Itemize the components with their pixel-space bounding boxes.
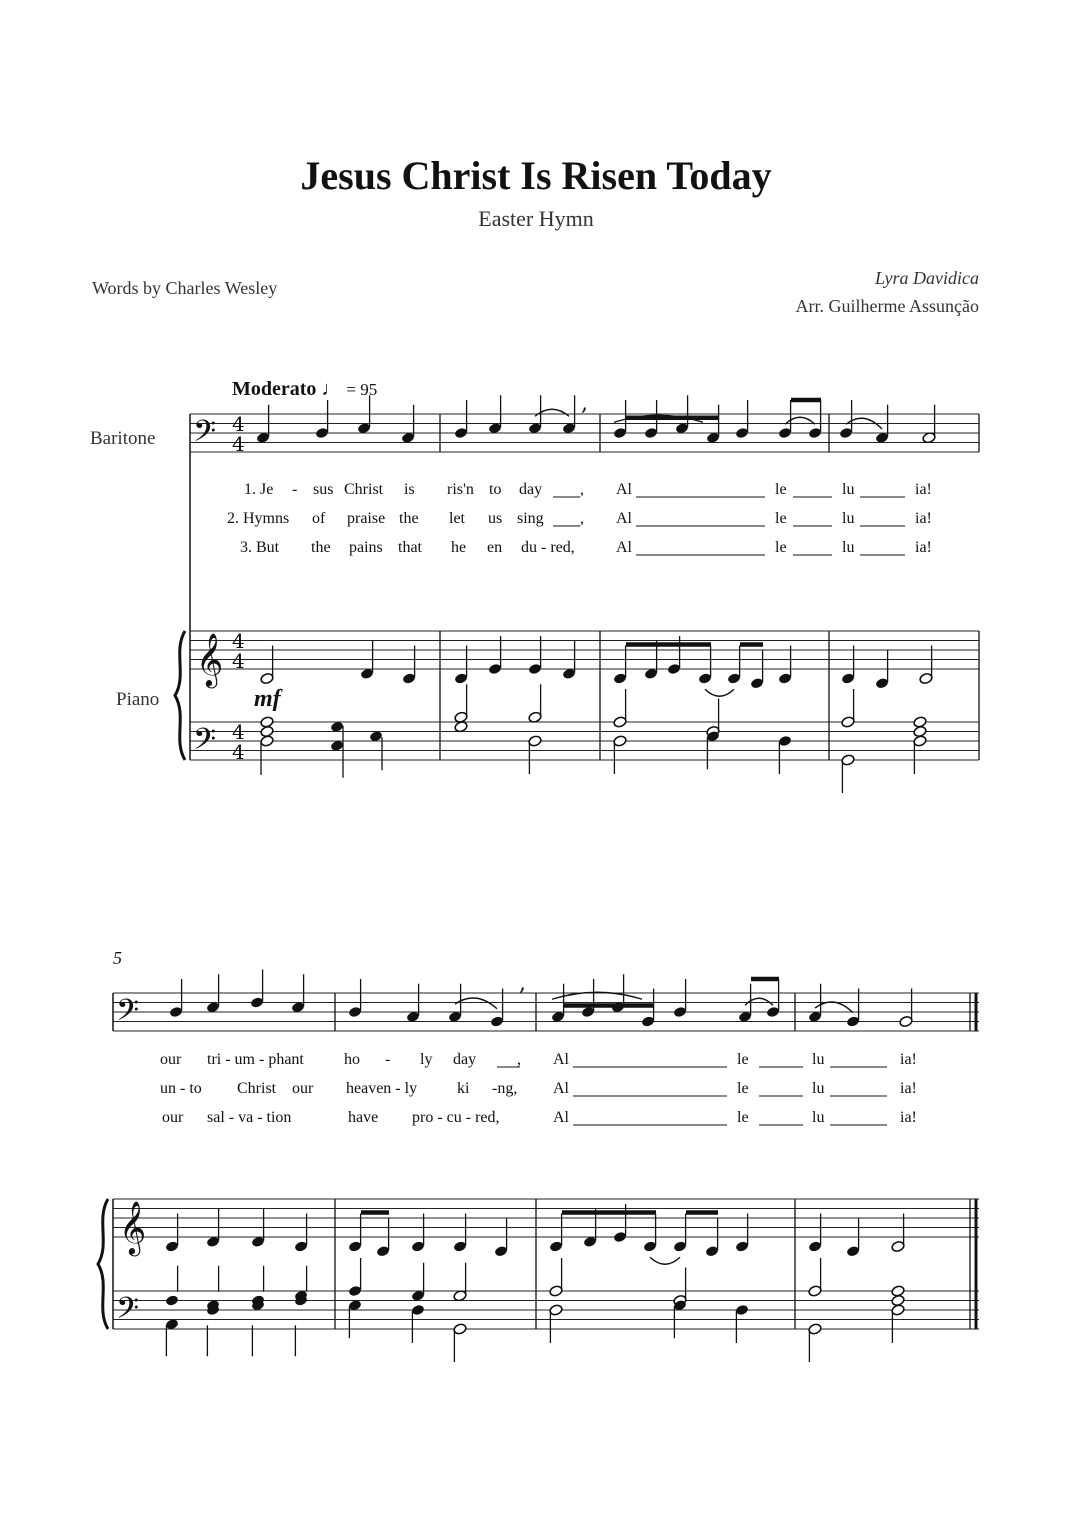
lyric-syllable: day (519, 481, 543, 498)
lyric-syllable: Christ (237, 1080, 277, 1097)
piano-label: Piano (116, 689, 160, 710)
lyric-syllable: let (449, 510, 465, 527)
lyric-hyphen: - (292, 481, 298, 498)
lyric-syllable: the (311, 539, 331, 556)
lyric-syllable: pains (349, 539, 383, 556)
tempo-text: Moderato (232, 378, 317, 400)
lyric-syllable: ho (344, 1051, 360, 1068)
lyric-syllable: 2. Hymns (227, 510, 290, 527)
lyric-syllable: Al (553, 1051, 569, 1068)
lyric-syllable: le (737, 1080, 749, 1097)
time-signature-denominator: 4 (232, 649, 245, 673)
baritone-label: Baritone (90, 428, 156, 449)
lyric-syllable: the (399, 510, 419, 527)
lyric-syllable: Christ (344, 481, 384, 498)
half-note-head (260, 735, 274, 747)
slur (745, 998, 773, 1005)
lyric-syllable: our (292, 1080, 314, 1097)
lyric-syllable: -ng, (492, 1080, 518, 1097)
composer-credit: Lyra Davidica (875, 268, 979, 288)
lyric-syllable: of (312, 510, 326, 527)
lyric-syllable: un - to (160, 1080, 202, 1097)
lyric-syllable: ly (420, 1051, 433, 1068)
lyric-syllable: to (489, 481, 502, 498)
arranger-credit: Arr. Guilherme Assunção (795, 296, 979, 316)
lyric-syllable: ia! (915, 481, 932, 498)
measure-number: 5 (113, 948, 122, 968)
breath-mark: , (581, 391, 588, 416)
lyric-syllable: lu (842, 510, 855, 527)
lyric-syllable: le (775, 510, 787, 527)
lyricist-credit: Words by Charles Wesley (92, 278, 278, 298)
lyric-syllable: lu (812, 1109, 825, 1126)
bass-clef-icon: 𝄢 (116, 994, 140, 1035)
lyric-syllable: Al (553, 1080, 569, 1097)
lyric-syllable: he (451, 539, 467, 556)
treble-clef-icon: 𝄞 (196, 632, 224, 686)
quarter-note-icon: ♩ (321, 378, 342, 400)
lyric-syllable: our (162, 1109, 184, 1126)
lyric-syllable: heaven - ly (346, 1080, 418, 1097)
lyric-syllable: Al (616, 510, 632, 527)
lyric-syllable: us (488, 510, 503, 527)
note-head (165, 1294, 179, 1306)
lyric-syllable: day (453, 1051, 477, 1068)
lyric-syllable: tri - um - phant (207, 1051, 304, 1068)
lyric-syllable: Al (616, 539, 632, 556)
lyric-hyphen: - (385, 1051, 391, 1068)
lyric-syllable: sal - va - tion (207, 1109, 292, 1126)
lyric-syllable: lu (812, 1051, 825, 1068)
tempo-bpm: = 95 (346, 380, 378, 399)
lyric-syllable: ia! (900, 1109, 917, 1126)
lyric-syllable: lu (812, 1080, 825, 1097)
lyric-syllable: our (160, 1051, 182, 1068)
page-subtitle: Easter Hymn (478, 206, 594, 231)
slur (455, 998, 497, 1009)
bass-clef-icon: 𝄢 (116, 1292, 140, 1333)
bass-clef-icon: 𝄢 (193, 415, 217, 456)
lyric-syllable: is (404, 481, 415, 498)
lyric-syllable: sing (517, 510, 544, 527)
lyric-syllable: ris'n (447, 481, 474, 498)
time-signature-numerator: 4 (232, 720, 245, 744)
lyric-syllable: en (487, 539, 503, 556)
lyric-syllable: ia! (915, 510, 932, 527)
lyric-syllable: lu (842, 481, 855, 498)
lyric-syllable: 3. But (240, 539, 280, 556)
lyric-syllable: du - red, (521, 539, 575, 556)
dynamic-mf: mf (254, 686, 281, 712)
bass-clef-icon: 𝄢 (193, 723, 217, 764)
lyric-syllable: praise (347, 510, 386, 527)
lyric-syllable: sus (313, 481, 334, 498)
lyric-syllable: Al (616, 481, 632, 498)
slur (650, 1257, 680, 1264)
lyric-syllable: le (775, 481, 787, 498)
lyric-syllable: that (398, 539, 422, 556)
slur (705, 689, 734, 696)
lyric-syllable: have (348, 1109, 379, 1126)
lyric-syllable: le (737, 1109, 749, 1126)
lyric-syllable: 1. Je (244, 481, 274, 498)
lyric-syllable: ia! (915, 539, 932, 556)
lyric-syllable: Al (553, 1109, 569, 1126)
lyric-syllable: ki (457, 1080, 470, 1097)
piano-brace (175, 631, 185, 760)
lyric-comma: , (517, 1051, 521, 1068)
time-signature-denominator: 4 (232, 740, 245, 764)
lyric-syllable: le (775, 539, 787, 556)
lyric-comma: , (580, 510, 584, 527)
lyric-syllable: le (737, 1051, 749, 1068)
lyric-comma: , (580, 481, 584, 498)
time-signature-numerator: 4 (232, 412, 245, 436)
page-title: Jesus Christ Is Risen Today (300, 153, 772, 198)
time-signature-numerator: 4 (232, 629, 245, 653)
lyric-syllable: pro - cu - red, (412, 1109, 500, 1126)
breath-mark: , (519, 971, 526, 996)
lyric-syllable: ia! (900, 1080, 917, 1097)
lyric-syllable: lu (842, 539, 855, 556)
piano-brace (98, 1199, 108, 1329)
treble-clef-icon: 𝄞 (119, 1200, 147, 1254)
time-signature-denominator: 4 (232, 432, 245, 456)
lyric-syllable: ia! (900, 1051, 917, 1068)
